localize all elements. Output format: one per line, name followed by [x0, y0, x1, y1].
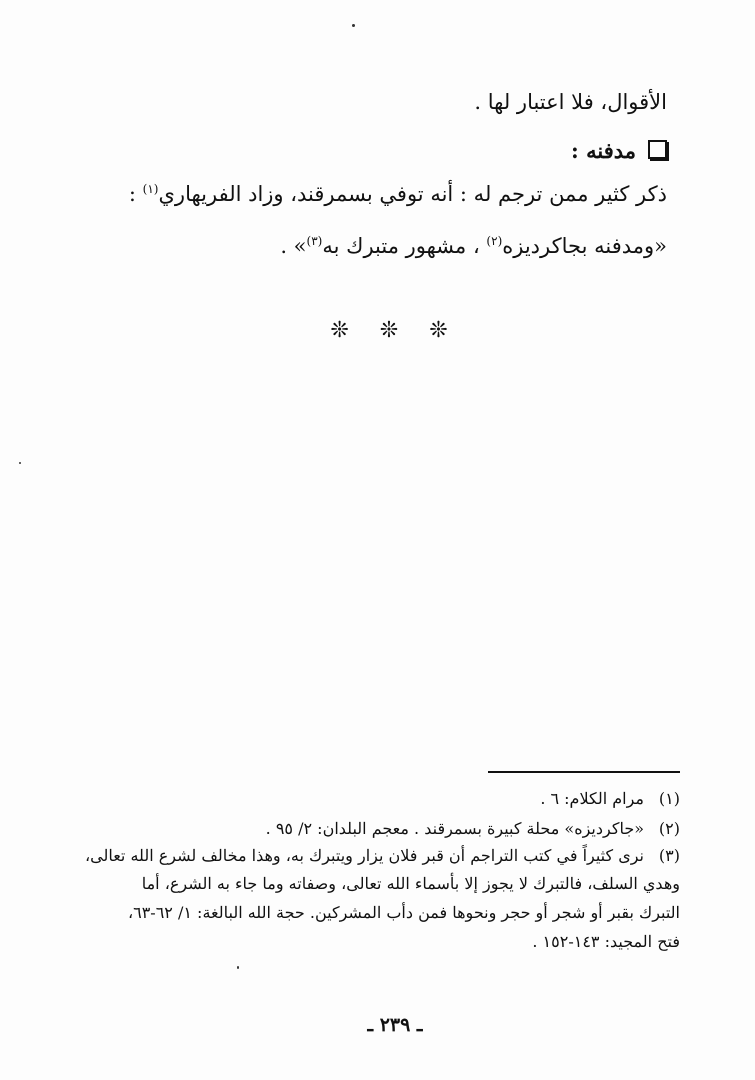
footnote-text: فتح المجيد: ١٤٣-١٥٢ .	[532, 932, 680, 951]
section-heading	[571, 138, 667, 163]
scan-speck	[352, 24, 355, 27]
section-separator: ❊ ❊ ❊	[330, 318, 460, 343]
footnote-reference[interactable]: (٣)	[306, 234, 323, 248]
body-line-4	[280, 234, 667, 259]
square-bullet-icon	[648, 140, 667, 159]
footnote-3-continuation	[142, 874, 680, 893]
quote-text: «ومدفنه بجاكرديزه	[502, 234, 667, 258]
quote-text: » .	[280, 234, 307, 258]
scan-speck	[19, 462, 21, 464]
footnote-reference[interactable]: (١)	[142, 182, 159, 196]
quote-text: ، مشهور متبرك به	[322, 234, 487, 258]
page-number: ـ ٢٣٩ ـ	[367, 1014, 423, 1036]
footnote-text: «جاكرديزه» محلة كبيرة بسمرقند . معجم البلدان: ٢/ ٩٥ .	[265, 819, 644, 838]
footnote-text: التبرك بقبر أو شجر أو حجر ونحوها فمن دأب المشركين. حجة الله البالغة: ١/ ٦٢-٦٣،	[127, 903, 680, 922]
body-line-1	[474, 90, 667, 115]
footnote-number: (٣)	[658, 846, 680, 865]
body-text: ذكر كثير ممن ترجم له : أنه توفي بسمرقند، وزاد الفريهاري	[158, 182, 667, 206]
footnote-reference[interactable]: (٢)	[486, 234, 503, 248]
footnote-3-continuation	[128, 903, 680, 922]
body-text: الأقوال، فلا اعتبار لها .	[474, 90, 667, 114]
footnote-number: (٢)	[658, 819, 680, 838]
section-heading-text: مدفنه :	[571, 138, 636, 163]
footnote-number: (١)	[658, 789, 680, 808]
footnote-text: وهدي السلف، فالتبرك لا يجوز إلا بأسماء الله تعالى، وصفاته وما جاء به الشرع، أما	[141, 874, 680, 893]
body-line-3	[129, 182, 667, 207]
footnote-2	[266, 819, 680, 838]
footnote-divider	[488, 771, 680, 773]
footnote-3-continuation	[532, 932, 680, 951]
body-text: :	[128, 182, 143, 206]
footnote-text: مرام الكلام: ٦ .	[540, 789, 644, 808]
scan-speck	[237, 966, 239, 969]
footnote-text: نرى كثيراً في كتب التراجم أن قبر فلان يزار ويتبرك به، وهذا مخالف لشرع الله تعالى،	[84, 846, 644, 865]
footnote-3	[85, 846, 680, 865]
footnote-1	[540, 789, 680, 808]
